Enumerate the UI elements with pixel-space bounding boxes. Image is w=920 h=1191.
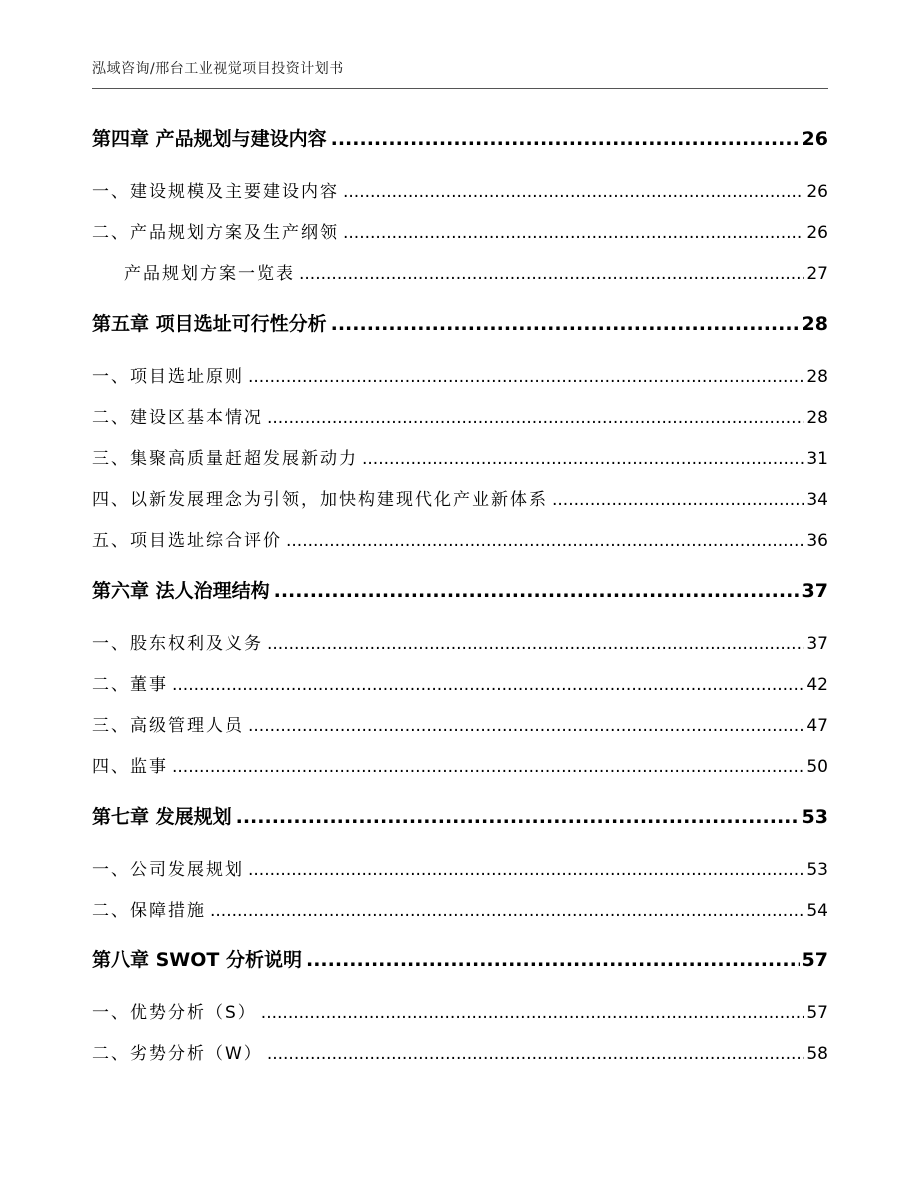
toc-section-title: 劣势分析（W） xyxy=(130,1044,263,1064)
toc-leader-dots xyxy=(172,757,804,777)
toc-section-number: 一、 xyxy=(92,182,130,202)
toc-page-number: 36 xyxy=(806,531,828,551)
toc-section[interactable] xyxy=(92,896,828,921)
toc-leader-dots xyxy=(286,531,804,551)
toc-chapter-title: 第五章 项目选址可行性分析 xyxy=(92,313,327,335)
toc-leader-dots xyxy=(267,634,804,654)
toc-section[interactable] xyxy=(92,218,828,243)
toc-page-number: 28 xyxy=(806,408,828,428)
toc-section[interactable] xyxy=(92,177,828,202)
toc-section-number: 二、 xyxy=(92,1044,130,1064)
toc-leader-dots xyxy=(362,449,804,469)
toc-leader-dots xyxy=(267,1044,805,1064)
toc-leader-dots xyxy=(274,580,800,602)
toc-section-title: 保障措施 xyxy=(130,901,206,921)
toc-section-title: 优势分析（S） xyxy=(130,1003,257,1023)
toc-section-number: 二、 xyxy=(92,675,130,695)
toc-section-title: 产品规划方案及生产纲领 xyxy=(130,223,339,243)
toc-section-number: 三、 xyxy=(92,449,130,469)
toc-section[interactable] xyxy=(92,752,828,777)
toc-page-number: 53 xyxy=(801,806,828,828)
toc-section-number: 四、 xyxy=(92,757,130,777)
toc-leader-dots xyxy=(331,313,800,335)
toc-section-title: 公司发展规划 xyxy=(130,860,244,880)
toc-page-number: 50 xyxy=(806,757,828,777)
toc-section-number: 二、 xyxy=(92,901,130,921)
toc-chapter-4[interactable] xyxy=(92,124,828,151)
toc-leader-dots xyxy=(331,128,800,150)
toc-chapter-5[interactable] xyxy=(92,309,828,336)
toc-chapter-6[interactable] xyxy=(92,576,828,603)
toc-section-number: 四、 xyxy=(92,490,130,510)
header-rule xyxy=(92,88,828,89)
toc-section[interactable] xyxy=(92,526,828,551)
toc-section[interactable] xyxy=(92,1039,828,1064)
toc-page-number: 37 xyxy=(806,634,828,654)
toc-section-title: 产品规划方案一览表 xyxy=(124,264,295,284)
toc-page-number: 37 xyxy=(801,580,828,602)
toc-page-number: 47 xyxy=(806,716,828,736)
toc-chapter-title: 第八章 SWOT 分析说明 xyxy=(92,949,302,971)
toc-section-title: 建设规模及主要建设内容 xyxy=(130,182,339,202)
toc-section[interactable] xyxy=(92,629,828,654)
toc-section-number: 一、 xyxy=(92,1003,130,1023)
toc-section[interactable] xyxy=(92,998,828,1023)
toc-page-number: 28 xyxy=(806,367,828,387)
toc-leader-dots xyxy=(261,1003,805,1023)
toc-leader-dots xyxy=(248,716,804,736)
toc-page-number: 31 xyxy=(806,449,828,469)
toc-section-title: 项目选址综合评价 xyxy=(130,531,282,551)
toc-page-number: 26 xyxy=(801,128,828,150)
toc-section-number: 一、 xyxy=(92,634,130,654)
toc-section-number: 二、 xyxy=(92,408,130,428)
toc-section-title: 高级管理人员 xyxy=(130,716,244,736)
toc-section[interactable] xyxy=(92,855,828,880)
toc-leader-dots xyxy=(248,860,804,880)
toc-leader-dots xyxy=(299,264,804,284)
toc-chapter-title: 第六章 法人治理结构 xyxy=(92,580,270,602)
toc-leader-dots xyxy=(236,806,800,828)
toc-section-number: 五、 xyxy=(92,531,130,551)
toc-page-number: 26 xyxy=(806,182,828,202)
toc-section-number: 三、 xyxy=(92,716,130,736)
toc-page-number: 57 xyxy=(801,949,828,971)
toc-leader-dots xyxy=(248,367,804,387)
toc-section[interactable] xyxy=(92,403,828,428)
toc-section-title: 集聚高质量赶超发展新动力 xyxy=(130,449,358,469)
toc-chapter-7[interactable] xyxy=(92,802,828,829)
toc-page-number: 34 xyxy=(806,490,828,510)
toc-leader-dots xyxy=(343,223,804,243)
toc-section[interactable] xyxy=(92,670,828,695)
toc-section-number: 一、 xyxy=(92,367,130,387)
toc-section-title: 董事 xyxy=(130,675,168,695)
toc-section-number: 二、 xyxy=(92,223,130,243)
toc-section[interactable] xyxy=(124,259,828,284)
toc-section[interactable] xyxy=(92,444,828,469)
running-header: 泓域咨询/邢台工业视觉项目投资计划书 xyxy=(92,61,344,77)
toc-chapter-title: 第七章 发展规划 xyxy=(92,806,232,828)
toc-chapter-title: 第四章 产品规划与建设内容 xyxy=(92,128,327,150)
toc-section-title: 建设区基本情况 xyxy=(130,408,263,428)
toc-leader-dots xyxy=(172,675,804,695)
toc-page-number: 54 xyxy=(806,901,828,921)
toc-leader-dots xyxy=(343,182,804,202)
toc-section-title: 监事 xyxy=(130,757,168,777)
toc-section-title: 以新发展理念为引领，加快构建现代化产业新体系 xyxy=(130,490,548,510)
toc-page-number: 42 xyxy=(806,675,828,695)
toc-section[interactable] xyxy=(92,485,828,510)
toc-leader-dots xyxy=(306,949,800,971)
toc-leader-dots xyxy=(552,490,804,510)
toc-chapter-8[interactable] xyxy=(92,945,828,972)
toc-leader-dots xyxy=(267,408,804,428)
toc-page-number: 26 xyxy=(806,223,828,243)
toc-section-title: 项目选址原则 xyxy=(130,367,244,387)
toc-page-number: 53 xyxy=(806,860,828,880)
toc-section[interactable] xyxy=(92,362,828,387)
toc-page-number: 27 xyxy=(806,264,828,284)
toc-section-title: 股东权利及义务 xyxy=(130,634,263,654)
toc-page-number: 58 xyxy=(806,1044,828,1064)
toc-page-number: 57 xyxy=(806,1003,828,1023)
toc-page-number: 28 xyxy=(801,313,828,335)
toc-section[interactable] xyxy=(92,711,828,736)
toc-leader-dots xyxy=(210,901,804,921)
toc-section-number: 一、 xyxy=(92,860,130,880)
